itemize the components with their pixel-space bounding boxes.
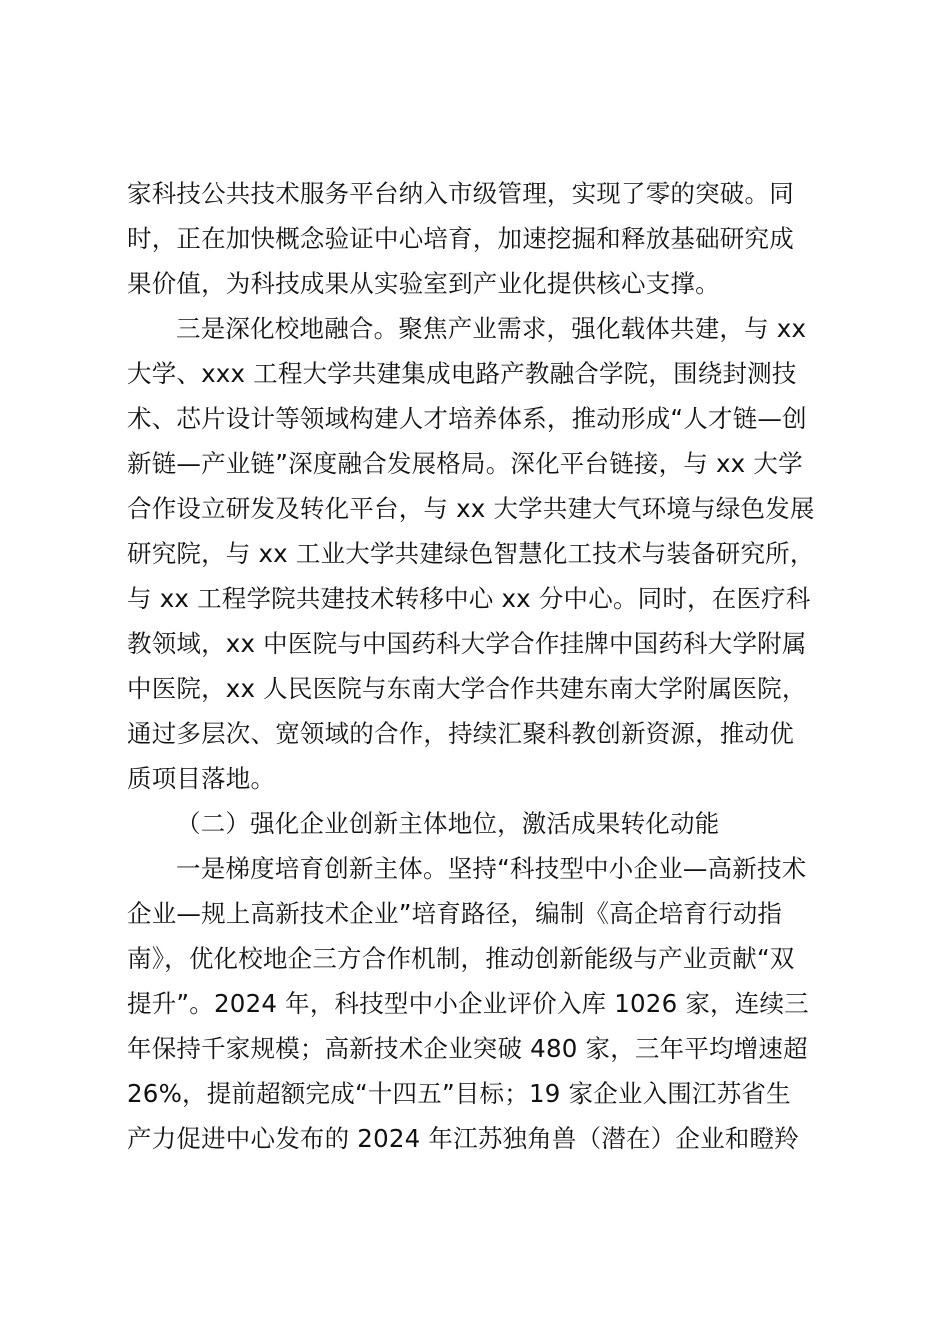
paragraph-start-line: 三是深化校地融合。聚焦产业需求，强化载体共建，与 xx	[176, 314, 807, 343]
text-line: 南》，优化校地企三方合作机制，推动创新能级与产业贡献“双	[127, 944, 795, 973]
text-line: 通过多层次、宽领域的合作，持续汇聚科教创新资源，推动优	[127, 719, 794, 748]
text-line: 企业—规上高新技术企业”培育路径，编制《高企培育行动指	[127, 899, 783, 928]
text-line: 家科技公共技术服务平台纳入市级管理，实现了零的突破。同	[127, 179, 794, 208]
text-line: 研究院，与 xx 工业大学共建绿色智慧化工技术与装备研究所，	[127, 539, 815, 568]
text-line: 提升”。2024 年，科技型中小企业评价入库 1026 家，连续三	[127, 989, 809, 1018]
text-line: 术、芯片设计等领域构建人才培养体系，推动形成“人才链—创	[127, 404, 807, 433]
text-line: 26%，提前超额完成“十四五”目标；19 家企业入围江苏省生	[127, 1079, 791, 1108]
text-line: 中医院，xx 人民医院与东南大学合作共建东南大学附属医院，	[127, 674, 807, 703]
text-line: 教领域，xx 中医院与中国药科大学合作挂牌中国药科大学附属	[127, 629, 807, 658]
section-heading: （二）强化企业创新主体地位，激活成果转化动能	[176, 809, 720, 838]
text-line: 合作设立研发及转化平台，与 xx 大学共建大气环境与绿色发展	[127, 494, 815, 523]
text-line: 大学、xxx 工程大学共建集成电路产教融合学院，围绕封测技	[127, 359, 797, 388]
text-line: 年保持千家规模；高新技术企业突破 480 家，三年平均增速超	[127, 1034, 808, 1063]
text-line: 果价值，为科技成果从实验室到产业化提供核心支撑。	[127, 269, 720, 298]
text-line: 时，正在加快概念验证中心培育，加速挖掘和释放基础研究成	[127, 224, 794, 253]
text-line: 产力促进中心发布的 2024 年江苏独角兽（潜在）企业和瞪羚	[127, 1124, 799, 1153]
text-line: 新链—产业链”深度融合发展格局。深化平台链接，与 xx 大学	[127, 449, 803, 478]
text-line: 与 xx 工程学院共建技术转移中心 xx 分中心。同时，在医疗科	[127, 584, 811, 613]
text-line: 质项目落地。	[127, 764, 276, 793]
paragraph-start-line: 一是梯度培育创新主体。坚持“科技型中小企业—高新技术	[176, 854, 807, 883]
